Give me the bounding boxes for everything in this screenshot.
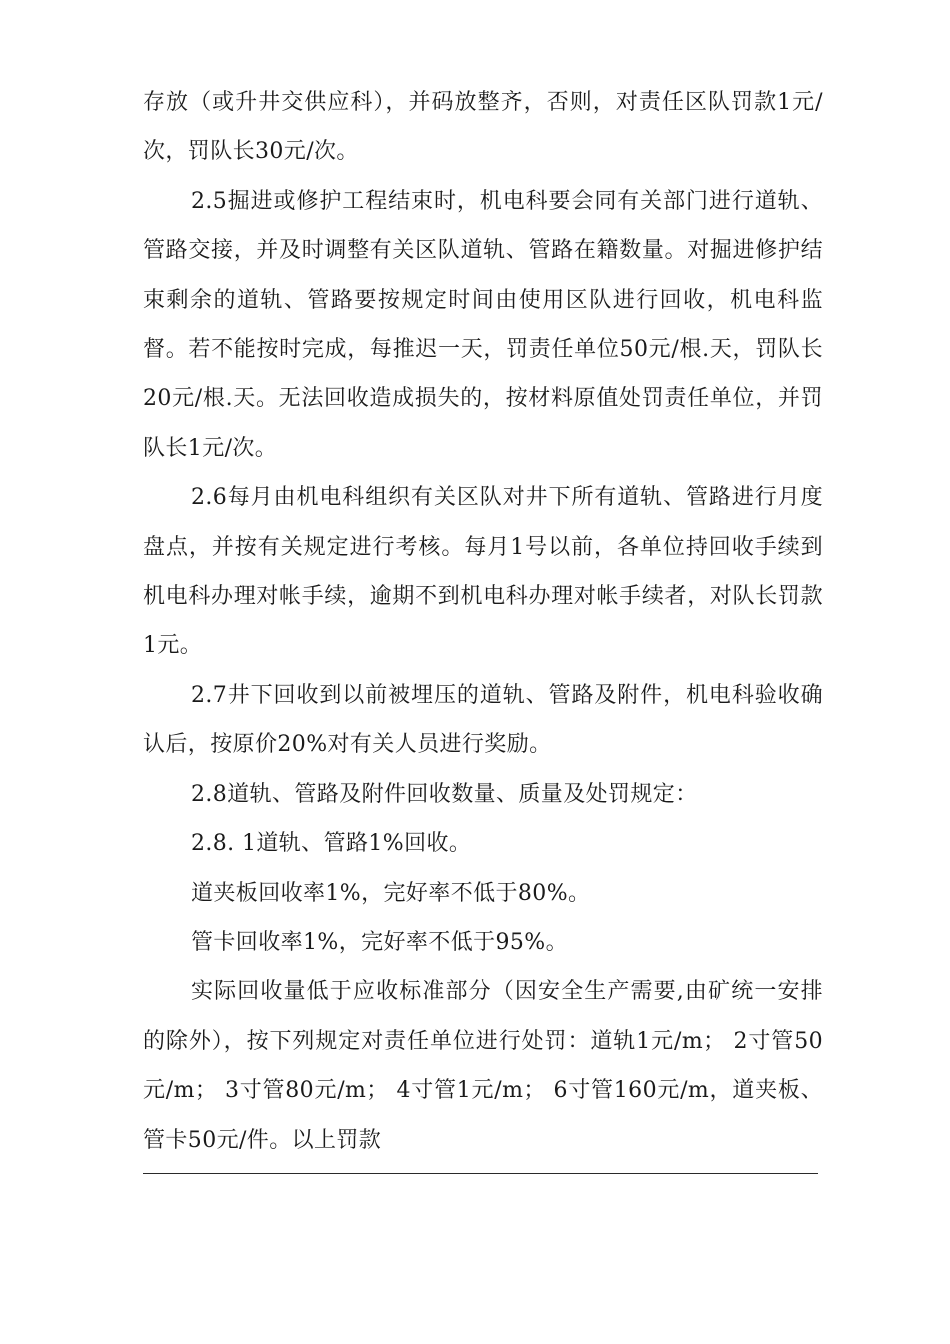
paragraph-pipe-clamp-rate: 管卡回收率1%，完好率不低于95%。 <box>191 929 569 955</box>
paragraph-2-8: 2.8道轨、管路及附件回收数量、质量及处罚规定： <box>191 781 698 807</box>
paragraph-2-8-1: 2.8. 1道轨、管路1%回收。 <box>191 831 472 857</box>
paragraph-2-6: 2.6每月由机电科组织有关区队对井下所有道轨、管路进行月度盘点，并按有关规定进行考核。每月1号以前，各单位持回收手续到机电科办理对帐手续，逾期不到机电科办理对帐手续者，对队长罚款1元。 <box>143 485 823 659</box>
paragraph-continued-storage: 存放（或升井交供应科），并码放整齐，否则，对责任区队罚款1元/次，罚队长30元/次。 <box>143 90 823 165</box>
paragraph-2-5: 2.5掘进或修护工程结束时，机电科要会同有关部门进行道轨、管路交接，并及时调整有关区队道轨、管路在籍数量。对掘进修护结束剩余的道轨、管路要按规定时间由使用区队进行回收，机电科监督。若不能按时完成，每推迟一天，罚责任单位50元/根.天，罚队长20元/根.天。无法回收造成损失的，按材料原值处罚责任单位，并罚队长1元/次。 <box>143 188 823 461</box>
paragraph-2-7: 2.7井下回收到以前被埋压的道轨、管路及附件，机电科验收确认后，按原价20%对有关人员进行奖励。 <box>143 682 823 758</box>
paragraph-fishplate-rate: 道夹板回收率1%，完好率不低于80%。 <box>191 880 591 906</box>
document-body <box>143 78 823 1165</box>
footer-divider <box>143 1173 818 1174</box>
paragraph-penalty-rules: 实际回收量低于应收标准部分（因安全生产需要,由矿统一安排的除外），按下列规定对责任单位进行处罚：道轨1元/m； 2寸管50元/m； 3寸管80元/m； 4寸管1元/m； 6寸管160元/m，道夹板、管卡50元/件。以上罚款 <box>143 979 823 1153</box>
